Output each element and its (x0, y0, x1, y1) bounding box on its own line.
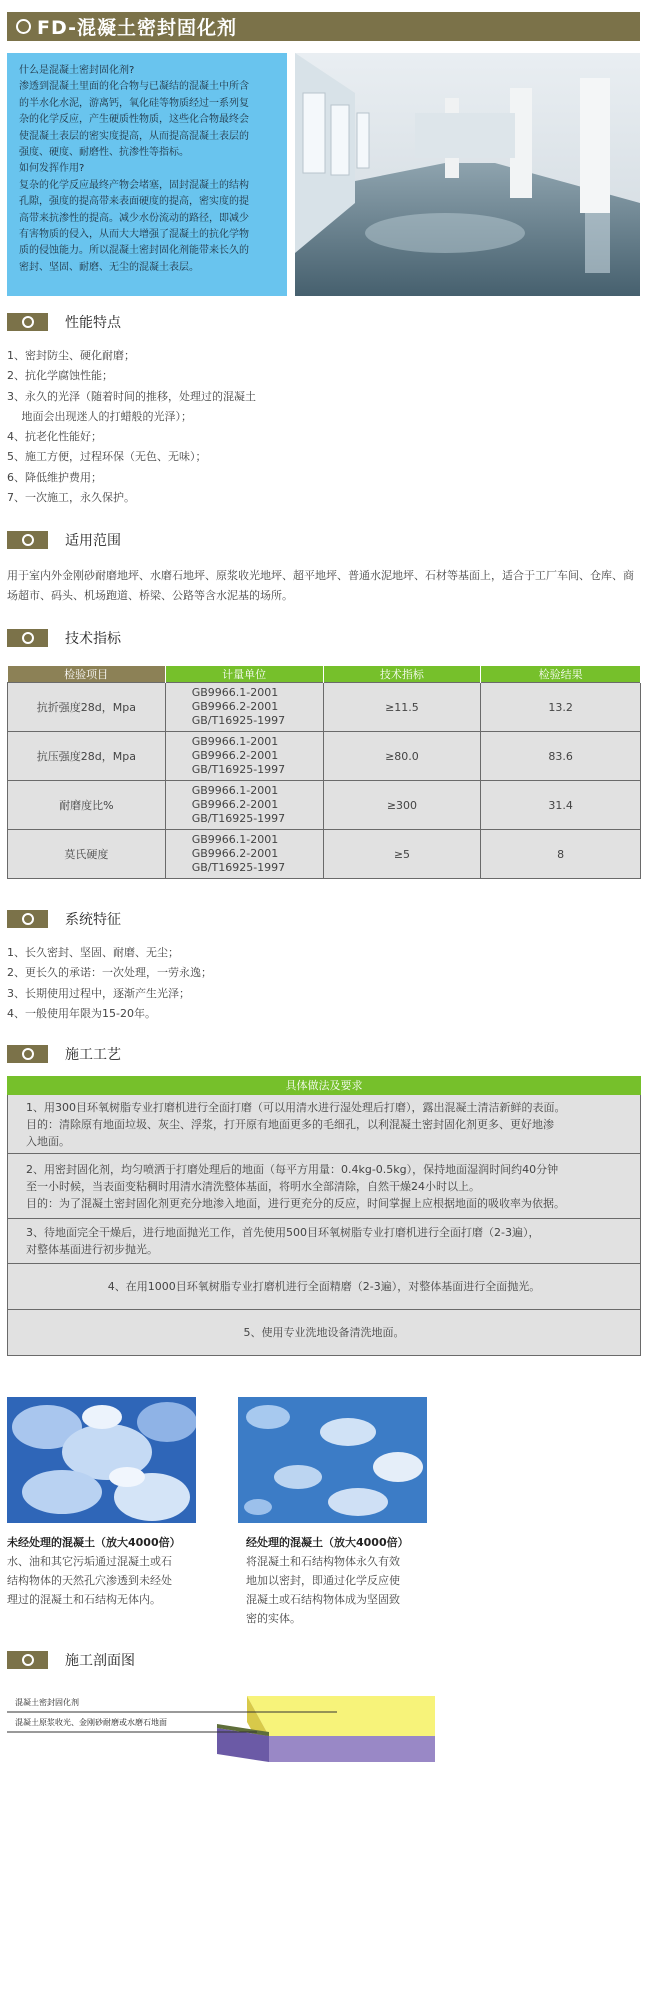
circle-icon (7, 531, 48, 549)
cell-standard: GB9966.1-2001 GB9966.2-2001 GB/T16925-1997 (165, 781, 323, 830)
cell-index: ≥5 (323, 830, 481, 879)
list-item: 2、更长久的承诺：一次处理，一劳永逸； (7, 966, 212, 980)
intro-line: 孔隙，强度的提高带来表面硬度的提高，密实度的提 (19, 196, 249, 208)
cell-index: ≥300 (323, 781, 481, 830)
section-title: 技术指标 (65, 631, 121, 647)
list-item: 6、降低维护费用； (7, 470, 102, 484)
treated-caption: 经处理的混凝土（放大4000倍） 将混凝土和石结构物体永久有效 地加以密封，即通过化学反应使 混凝土或石结构物体成为坚固致 密的实体。 (246, 1533, 451, 1628)
cell-standard: GB9966.1-2001 GB9966.2-2001 GB/T16925-1997 (165, 683, 323, 732)
list-item: 1、密封防尘、硬化耐磨； (7, 349, 135, 362)
cell-index: ≥11.5 (323, 683, 481, 732)
page-title: FD-混凝土密封固化剂 (37, 17, 237, 39)
cell-result: 83.6 (481, 732, 641, 781)
cell-index: ≥80.0 (323, 732, 481, 781)
section-title: 施工工艺 (65, 1047, 121, 1063)
table-row (8, 683, 641, 732)
intro-line: 有害物质的侵入，从而大大增强了混凝土的抗化学物 (19, 229, 249, 241)
cell-result: 8 (481, 830, 641, 879)
cell-item: 抗压强度28d，Mpa (8, 732, 166, 781)
list-item: 4、一般使用年限为15-20年。 (7, 1006, 156, 1020)
section-header-process (7, 1044, 121, 1064)
intro-line: 什么是混凝土密封固化剂? (19, 65, 135, 76)
intro-line: 渗透到混凝土里面的化合物与已凝结的混凝土中所含 (19, 81, 249, 93)
intro-box (7, 53, 287, 296)
list-item: 地面会出现迷人的打蜡般的光泽）； (7, 409, 192, 423)
circle-icon (16, 19, 31, 34)
circle-icon (7, 1651, 48, 1669)
scope-text: 用于室内外金刚砂耐磨地坪、水磨石地坪、原浆收光地坪、超平地坪、普通水泥地坪、石材等基面上，适合于工厂车间、仓库、商场超市、码头、机场跑道、桥梁、公路等含水泥基的场所。 (7, 569, 634, 602)
system-list (7, 943, 212, 1024)
caption-title: 未经处理的混凝土（放大4000倍） (7, 1536, 181, 1549)
section-title: 性能特点 (65, 315, 121, 331)
intro-line: 的半水化水泥，游离钙，氧化硅等物质经过一系列复 (19, 97, 249, 109)
process-table-header: 具体做法及要求 (7, 1076, 641, 1095)
column-header: 技术指标 (323, 666, 481, 683)
cell-item: 抗折强度28d，Mpa (8, 683, 166, 732)
process-table (7, 1076, 641, 1356)
section-header-scope (7, 530, 121, 550)
list-item: 2、抗化学腐蚀性能； (7, 369, 113, 383)
cell-standard: GB9966.1-2001 GB9966.2-2001 GB/T16925-1997 (165, 732, 323, 781)
intro-line: 高带来抗渗性的提高。减少水份流动的路径，即减少 (19, 212, 249, 224)
list-item: 3、永久的光泽（随着时间的推移，处理过的混凝土 (7, 389, 256, 403)
untreated-concrete-image (7, 1397, 196, 1523)
cross-section-diagram (7, 1688, 435, 1768)
label-base-floor: 混凝土原浆收光、金刚砂耐磨或水磨石地面 (15, 1718, 167, 1727)
list-item: 3、长期使用过程中，逐渐产生光泽； (7, 986, 190, 1000)
list-item: 5、施工方便，过程环保（无色、无味）； (7, 450, 207, 464)
circle-icon (7, 629, 48, 647)
cell-item: 莫氏硬度 (8, 830, 166, 879)
column-header: 检验项目 (8, 666, 166, 683)
section-title: 适用范围 (65, 533, 121, 549)
spec-table (7, 666, 641, 879)
process-step: 3、待地面完全干燥后，进行地面抛光工作，首先使用500目环氧树脂专业打磨机进行全面打磨（2-3遍）， 对整体基面进行初步抛光。 (7, 1219, 641, 1264)
section-title: 施工剖面图 (65, 1653, 135, 1669)
title-bar (7, 12, 640, 41)
circle-icon (7, 1045, 48, 1063)
circle-icon (7, 910, 48, 928)
list-item: 4、抗老化性能好； (7, 430, 102, 444)
section-header-system (7, 909, 121, 929)
process-step: 4、在用1000目环氧树脂专业打磨机进行全面精磨（2-3遍），对整体基面进行全面抛光。 (7, 1264, 641, 1310)
section-title: 系统特征 (65, 912, 121, 928)
circle-icon (7, 313, 48, 331)
process-step: 2、用密封固化剂，均匀喷洒于打磨处理后的地面（每平方用量：0.4kg-0.5kg），保持地面湿润时间约40分钟 至一小时候，当表面变粘稠时用清水清洗整体基面，将明水全部清除，自然干燥24小时以上。 目的：为了混凝土密封固化剂更充分地渗入地面，进行更充分的反应，时间掌握上应根据地面的吸收率为依据。 (7, 1154, 641, 1219)
intro-line: 强度、硬度、耐磨性、抗渗性等指标。 (19, 147, 189, 159)
cell-result: 31.4 (481, 781, 641, 830)
intro-line: 使混凝土表层的密实度提高，从而提高混凝土表层的 (19, 130, 249, 142)
performance-list (7, 346, 256, 508)
floor-photo (295, 53, 640, 296)
intro-line: 如何发挥作用? (19, 163, 85, 175)
cell-item: 耐磨度比% (8, 781, 166, 830)
intro-line: 复杂的化学反应最终产物会堵塞，固封混凝土的结构 (19, 179, 249, 191)
intro-line: 密封、坚固、耐磨、无尘的混凝土表层。 (19, 261, 199, 273)
list-item: 7、一次施工，永久保护。 (7, 491, 135, 505)
caption-title: 经处理的混凝土（放大4000倍） (246, 1536, 409, 1549)
table-row (8, 732, 641, 781)
intro-line: 杂的化学反应，产生硬质性物质，这些化合物最终会 (19, 114, 249, 126)
process-step: 1、用300目环氧树脂专业打磨机进行全面打磨（可以用清水进行湿处理后打磨），露出混凝土清洁新鲜的表面。 目的：清除原有地面垃圾、灰尘、浮浆，打开原有地面更多的毛细孔，以利混凝土密封固化剂更多、更好地渗 入地面。 (7, 1095, 641, 1154)
label-sealer: 混凝土密封固化剂 (15, 1698, 79, 1707)
section-header-specs (7, 628, 121, 648)
cell-standard: GB9966.1-2001 GB9966.2-2001 GB/T16925-1997 (165, 830, 323, 879)
untreated-caption: 未经处理的混凝土（放大4000倍） 水、油和其它污垢通过混凝土或石 结构物体的天然孔穴渗透到未经处 理过的混凝土和石结构无体内。 (7, 1533, 212, 1609)
cell-result: 13.2 (481, 683, 641, 732)
column-header: 计量单位 (165, 666, 323, 683)
list-item: 1、长久密封、坚固、耐磨、无尘； (7, 946, 179, 959)
table-row (8, 781, 641, 830)
intro-line: 质的侵蚀能力。所以混凝土密封固化剂能带来长久的 (19, 245, 249, 257)
section-header-performance (7, 312, 121, 332)
column-header: 检验结果 (481, 666, 641, 683)
treated-concrete-image (238, 1397, 427, 1523)
section-header-cross-section (7, 1650, 135, 1670)
process-step: 5、使用专业洗地设备清洗地面。 (7, 1310, 641, 1356)
table-row (8, 830, 641, 879)
